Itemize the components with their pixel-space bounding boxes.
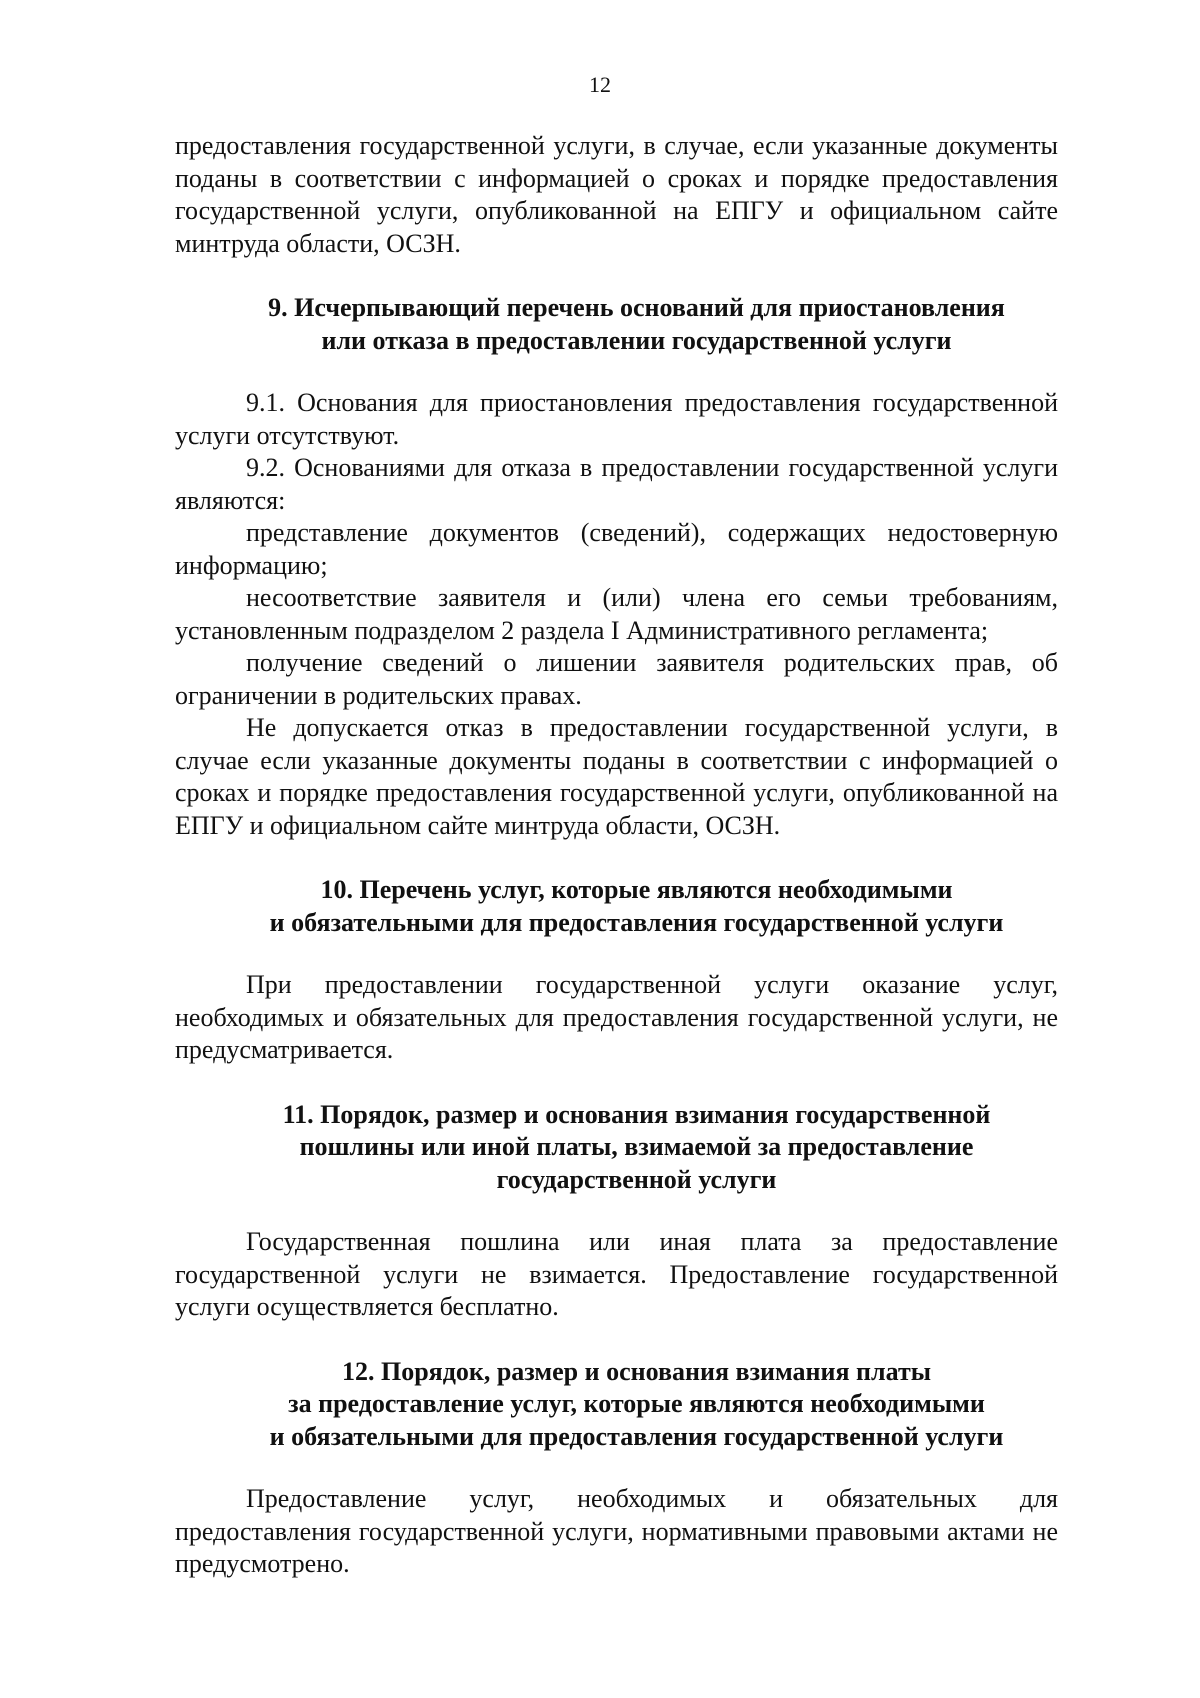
section-11-heading-line-3: государственной услуги <box>496 1164 777 1194</box>
section-9-heading-line-1: 9. Исчерпывающий перечень оснований для приостановления <box>268 293 1005 322</box>
section-11-heading-line-1: 11. Порядок, размер и основания взимания государственной <box>282 1099 991 1129</box>
section-9-heading <box>175 292 1058 357</box>
document-body <box>175 130 1058 1581</box>
section-10-heading <box>175 874 1058 939</box>
section-11-heading-line-2: пошлины или иной платы, взимаемой за предоставление <box>299 1132 974 1161</box>
section-12-heading-line-3: и обязательными для предоставления государственной услуги <box>269 1421 1004 1451</box>
section-10-heading-line-1: 10. Перечень услуг, которые являются необходимыми <box>320 875 953 904</box>
section-9-paragraph-1: 9.1. Основания для приостановления предоставления государственной услуги отсутствуют. <box>175 388 1058 450</box>
section-9-paragraph-5: получение сведений о лишении заявителя родительских прав, об ограничении в родительских правах. <box>175 648 1058 710</box>
section-9-paragraph-3: представление документов (сведений), содержащих недостоверную информацию; <box>175 518 1058 580</box>
section-11-paragraph-1: Государственная пошлина или иная плата за предоставление государственной услуги не взимается. Предоставление государственной услуги осуществляется бесплатно. <box>175 1227 1058 1321</box>
section-9-paragraph-4: несоответствие заявителя и (или) члена его семьи требованиям, установленным подразделом 2 раздела I Административного регламента; <box>175 583 1058 645</box>
section-9-paragraph-2: 9.2. Основаниями для отказа в предоставлении государственной услуги являются: <box>175 453 1058 515</box>
section-9-paragraph-6: Не допускается отказ в предоставлении государственной услуги, в случае если указанные документы поданы в соответствии с информацией о сроках и порядке предоставления государственной услуги, опубликованной на ЕПГУ и официальном сайте минтруда области, ОСЗН. <box>175 713 1058 840</box>
section-12-heading-line-2: за предоставление услуг, которые являются необходимыми <box>288 1389 985 1418</box>
section-9-heading-line-2: или отказа в предоставлении государственной услуги <box>321 325 952 355</box>
intro-paragraph: предоставления государственной услуги, в случае, если указанные документы поданы в соответствии с информацией о сроках и порядке предоставления государственной услуги, опубликованной на ЕПГУ и официальном сайте минтруда области, ОСЗН. <box>175 131 1058 258</box>
section-10-heading-line-2: и обязательными для предоставления государственной услуги <box>269 907 1004 937</box>
page-number: 12 <box>589 72 611 97</box>
section-12-paragraph-1: Предоставление услуг, необходимых и обязательных для предоставления государственной услуги, нормативными правовыми актами не предусмотрено. <box>175 1484 1058 1578</box>
section-12-heading <box>175 1356 1058 1454</box>
section-12-heading-line-1: 12. Порядок, размер и основания взимания платы <box>341 1356 932 1386</box>
section-10-paragraph-1: При предоставлении государственной услуги оказание услуг, необходимых и обязательных для предоставления государственной услуги, не предусматривается. <box>175 970 1058 1064</box>
section-11-heading <box>175 1099 1058 1197</box>
